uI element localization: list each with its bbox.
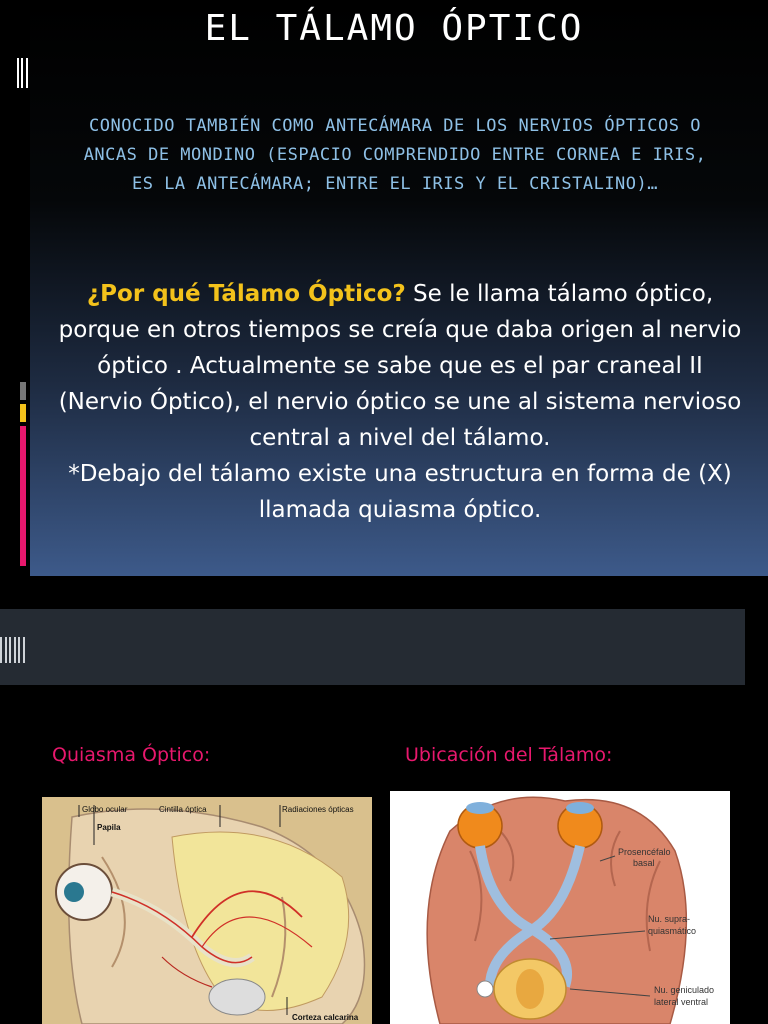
- barcode-decoration: [17, 58, 31, 88]
- label-nu-geniculado: Nu. geniculado: [654, 985, 715, 995]
- header-band: [0, 609, 745, 685]
- label-corteza-calcarina: Corteza calcarina: [292, 1013, 359, 1022]
- label-globo-ocular: Globo ocular: [82, 805, 128, 814]
- label-cintilla-optica: Cintilla óptica: [159, 805, 207, 814]
- accent-bar-yellow: [20, 404, 26, 422]
- answer-text: Se le llama tálamo óptico, porque en otros tiempos se creía que daba origen al nervio óptico . Actualmente se sabe que es el par craneal II (Nervio Óptico), el nervio óptico se une al sistema nervioso central a nivel del tálamo.: [58, 281, 742, 451]
- optic-chiasm-illustration: [42, 797, 372, 1024]
- slide-subtitle: CONOCIDO TAMBIÉN COMO ANTECÁMARA DE LOS NERVIOS ÓPTICOS O ANCAS DE MONDINO (ESPACIO COMPRENDIDO ENTRE CORNEA E IRIS, ES LA ANTECÁMARA; ENTRE EL IRIS Y EL CRISTALINO)…: [83, 116, 707, 194]
- accent-bar-pink: [20, 426, 26, 566]
- label-lateral-ventral: lateral ventral: [654, 997, 709, 1007]
- slide-figures: [0, 576, 768, 1024]
- note-text: *Debajo del tálamo existe una estructura en forma de (X) llamada quiasma óptico.: [68, 461, 732, 523]
- heading-quiasma: Quiasma Óptico:: [52, 744, 211, 766]
- brain-base-drawing: [390, 791, 730, 1024]
- barcode-decoration: [0, 637, 30, 663]
- label-nu-supra: Nu. supra-: [648, 914, 691, 924]
- label-quiasmatico: quiasmático: [648, 926, 697, 936]
- label-prosencefalo: Prosencéfalo: [618, 847, 671, 857]
- label-papila: Papila: [97, 823, 121, 832]
- accent-bar-gray: [20, 382, 26, 400]
- label-basal: basal: [633, 858, 655, 868]
- heading-ubicacion: Ubicación del Tálamo:: [405, 744, 613, 766]
- slide-title: EL TÁLAMO ÓPTICO: [204, 8, 584, 49]
- thalamus-location-illustration: [390, 791, 730, 1024]
- body-paragraph: [55, 276, 745, 528]
- optic-pathway-drawing: [42, 797, 372, 1024]
- question-text: ¿Por qué Tálamo Óptico?: [86, 281, 406, 307]
- label-radiaciones-opticas: Radiaciones ópticas: [282, 805, 354, 814]
